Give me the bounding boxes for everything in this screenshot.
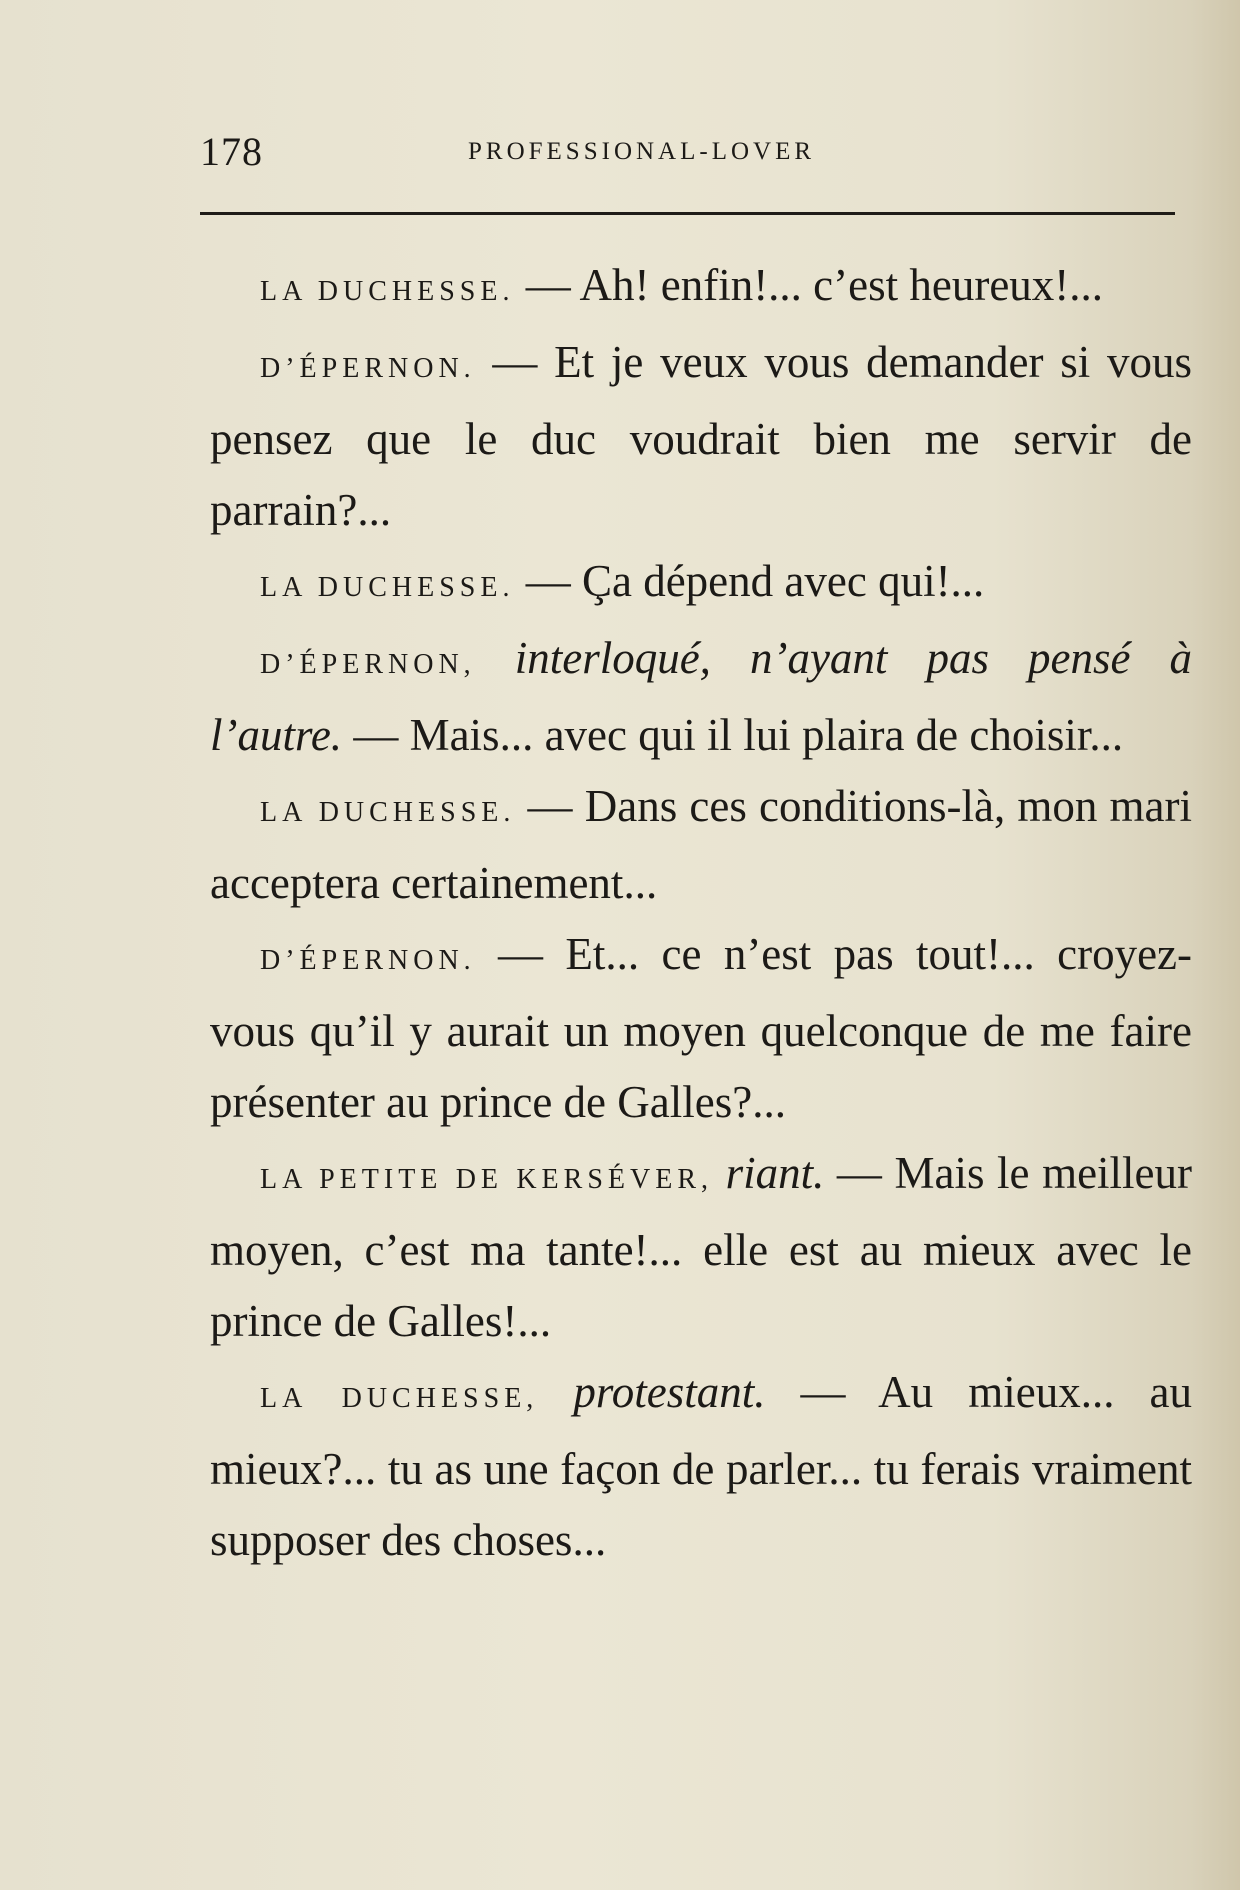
speech-text: Et je veux vous demander si vous pensez que le duc voudrait bien me servir de parrain?...: [210, 337, 1192, 535]
speech-text: Au mieux... au mieux?... tu as une façon de parler... tu ferais vraiment supposer des choses...: [210, 1367, 1192, 1565]
dialogue-line: [210, 546, 1192, 623]
dash: —: [824, 1148, 895, 1198]
dialogue-line: [210, 771, 1192, 919]
speech-text: Ah! enfin!... c’est heureux!...: [579, 260, 1104, 310]
speech-text: Et... ce n’est pas tout!... croyez-vous qu’il y aurait un moyen quelconque de me faire présenter au prince de Galles?...: [210, 929, 1193, 1127]
dialogue-line: [210, 250, 1192, 327]
stage-direction: interloqué, n’ayant pas pensé à l’autre.: [210, 633, 1193, 760]
dialogue-line: [210, 1138, 1192, 1357]
speaker-name: D’ÉPERNON,: [260, 649, 476, 680]
running-title: PROFESSIONAL-LOVER: [468, 138, 816, 165]
dash: —: [514, 260, 580, 310]
dash: —: [515, 781, 585, 831]
speech-text: Mais le meilleur moyen, c’est ma tante!... elle est au mieux avec le prince de Galles!...: [210, 1148, 1193, 1346]
dialogue-line: [210, 327, 1192, 546]
page-number: 178: [200, 129, 263, 174]
speaker-name: D’ÉPERNON.: [260, 945, 476, 976]
dash: —: [475, 337, 555, 387]
speaker-name: LA DUCHESSE.: [260, 276, 515, 307]
dash: —: [765, 1367, 879, 1417]
dash: —: [475, 929, 566, 979]
speech-text: Dans ces conditions-là, mon mari acceptera certainement...: [210, 781, 1193, 908]
speaker-name: LA DUCHESSE.: [260, 797, 516, 828]
speaker-name: LA DUCHESSE,: [260, 1383, 539, 1414]
speech-text: Ça dépend avec qui!...: [581, 556, 985, 606]
dialogue-text: [210, 250, 1192, 1576]
page-header: [200, 128, 1180, 178]
stage-direction: protestant.: [573, 1367, 766, 1417]
speaker-name: LA DUCHESSE.: [260, 572, 515, 603]
dialogue-line: [210, 623, 1192, 771]
stage-direction: riant.: [725, 1148, 825, 1198]
dialogue-line: [210, 1357, 1192, 1576]
speaker-name: LA PETITE DE KERSÉVER,: [260, 1164, 714, 1195]
speaker-name: D’ÉPERNON.: [260, 353, 476, 384]
dash: —: [514, 556, 582, 606]
dash: —: [342, 710, 410, 760]
dialogue-line: [210, 919, 1192, 1138]
header-rule: [200, 212, 1175, 215]
speech-text: Mais... avec qui il lui plaira de choisir...: [409, 710, 1124, 760]
